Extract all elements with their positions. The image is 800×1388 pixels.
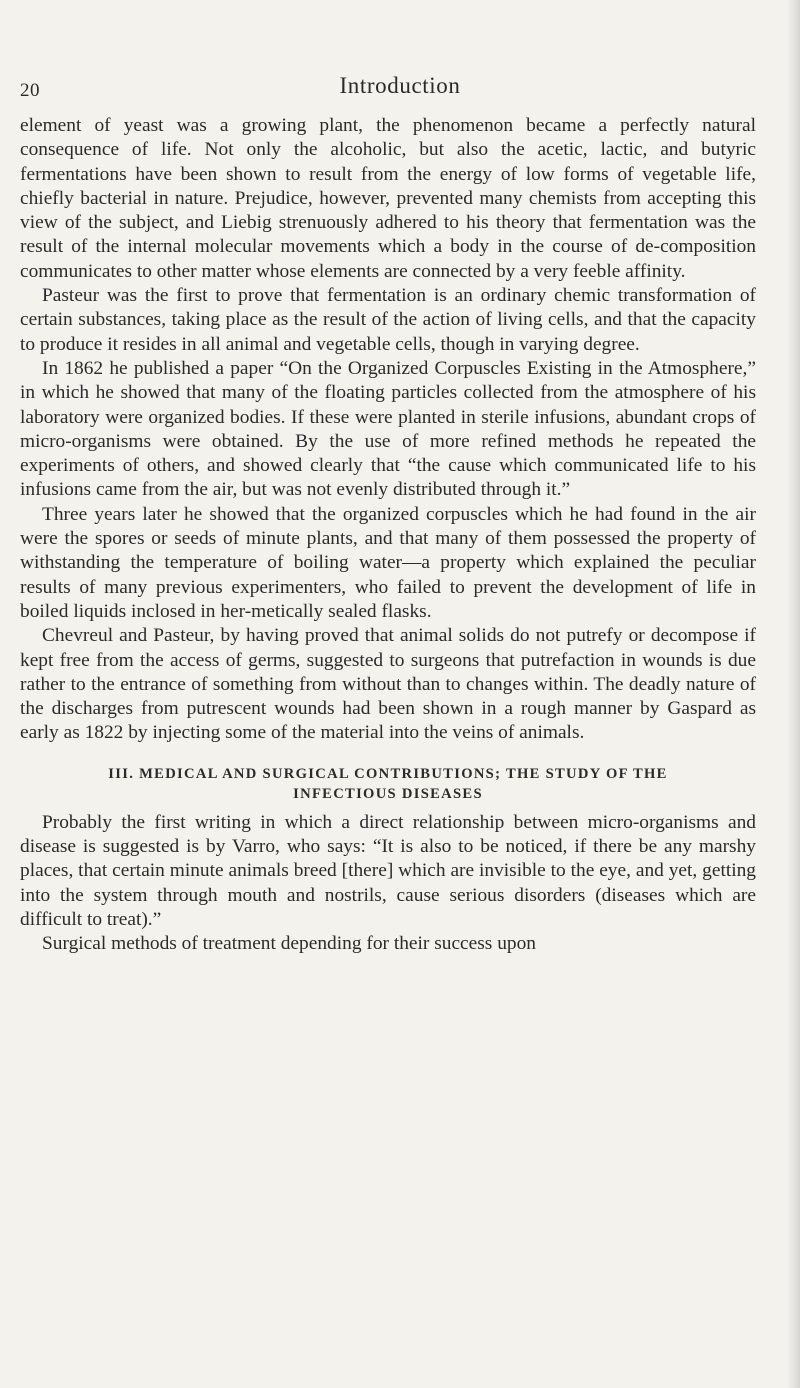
paragraph: Chevreul and Pasteur, by having proved that animal solids do not putrefy or decompose if kept free from the access of germs, suggested to surgeons that putrefaction in wounds is due rather to the entrance of something from without than to changes within. The deadly nature of the discharges from putrescent wounds had been shown in a rough manner by Gaspard as early as 1822 by injecting some of the material into the veins of animals. — [20, 625, 756, 744]
body-text — [20, 114, 756, 957]
section-heading-line1: III. MEDICAL AND SURGICAL CONTRIBUTIONS; THE STUDY OF THE — [108, 765, 668, 782]
page-number: 20 — [20, 80, 40, 101]
running-title: Introduction — [339, 73, 461, 98]
section-heading-line2: INFECTIOUS DISEASES — [293, 785, 483, 802]
paragraph: Probably the first writing in which a direct relationship between micro-organisms and disease is suggested is by Varro, who says: “It is also to be noticed, if there be any marshy places, that certain minute animals breed [there] which are invisible to the eye, and yet, getting into the system through mouth and nostrils, cause serious disorders (diseases which are difficult to treat).” — [20, 811, 756, 930]
paragraph-continuation: element of yeast was a growing plant, the phenomenon became a perfectly natural consequence of life. Not only the alcoholic, but also the acetic, lactic, and butyric fermentations have been shown to result from the energy of low forms of vegetable life, chiefly bacterial in nature. Prejudice, however, prevented many chemists from accepting this view of the subject, and Liebig strenuously adhered to his theory that fermentation was the result of the internal molecular movements which a body in the course of de-composition communicates to other matter whose elements are connected by a very feeble affinity. — [20, 115, 756, 282]
page-edge-shadow — [786, 0, 800, 1388]
paragraph: Pasteur was the first to prove that fermentation is an ordinary chemic transformation of certain substances, taking place as the result of the action of living cells, and that the capacity to produce it resides in all animal and vegetable cells, though in varying degree. — [20, 285, 756, 355]
section-heading — [20, 764, 756, 804]
paragraph: Three years later he showed that the organized corpuscles which he had found in the air were the spores or seeds of minute plants, and that many of them possessed the property of withstanding the temperature of boiling water—a property which explained the peculiar results of many previous experimenters, who failed to prevent the development of life in boiled liquids inclosed in her-metically sealed flasks. — [20, 503, 756, 622]
paragraph: In 1862 he published a paper “On the Organized Corpuscles Existing in the Atmosphere,” in which he showed that many of the floating particles collected from the atmosphere of his laboratory were organized bodies. If these were planted in sterile infusions, abundant crops of micro-organisms were obtained. By the use of more refined methods he repeated the experiments of others, and showed clearly that “the cause which communicated life to his infusions came from the air, but was not evenly distributed through it.” — [20, 357, 756, 501]
paragraph: Surgical methods of treatment depending for their success upon — [42, 933, 536, 955]
